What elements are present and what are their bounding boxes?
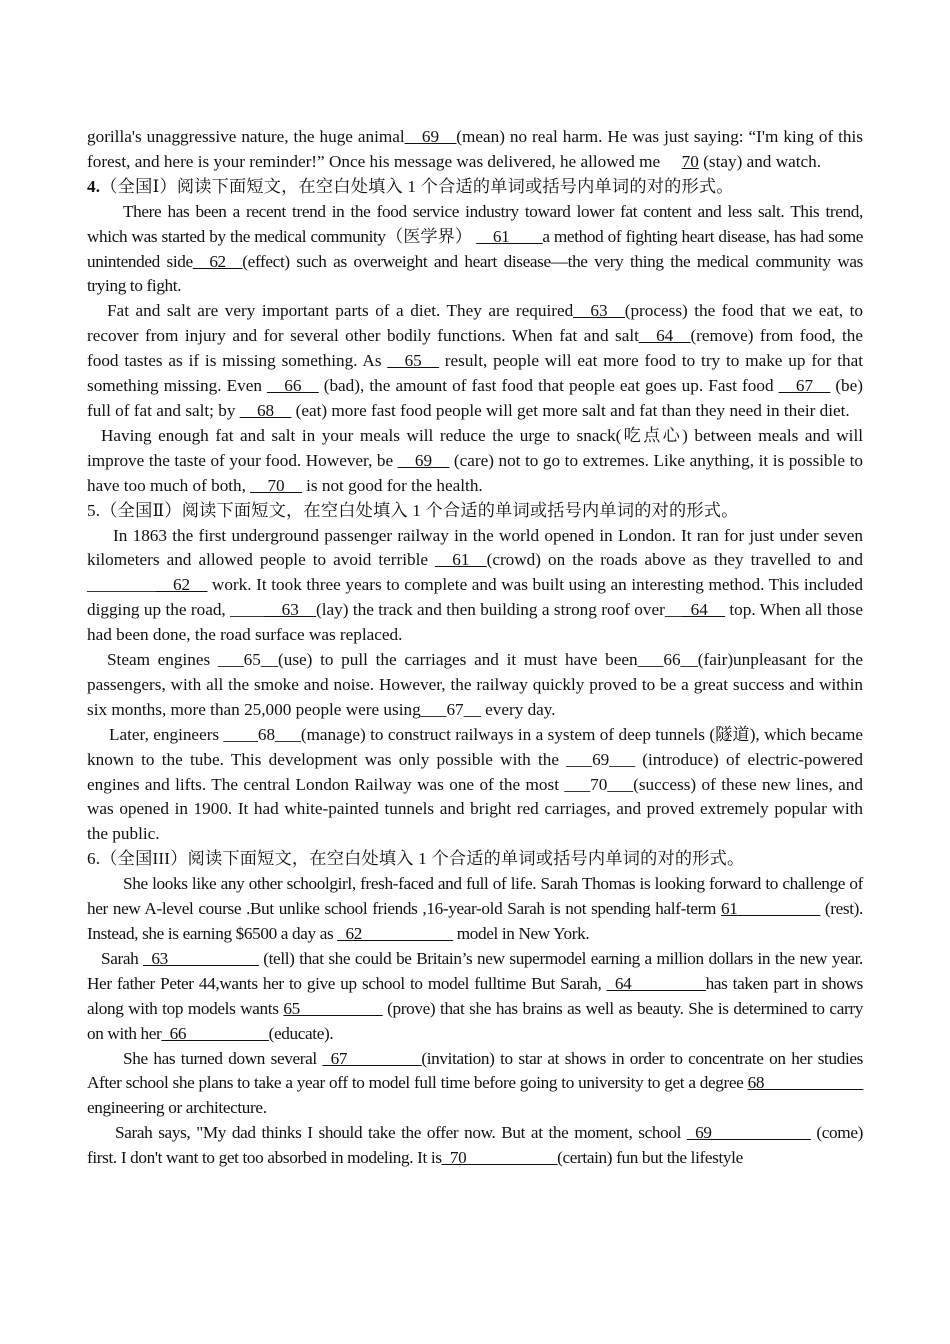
text-run: has taken part in shows along with top models wants (87, 973, 863, 1018)
s6-paragraph-3 (87, 1047, 863, 1122)
section-instruction: 6.（全国III）阅读下面短文，在空白处填入 1 个合适的单词或括号内单词的对的形式。 (87, 849, 745, 869)
blank-63: __63__ (264, 600, 317, 620)
blank-64: _64_________ (606, 973, 706, 993)
blank-63: _63___________ (143, 948, 259, 968)
text-run: Sarah (101, 948, 139, 968)
s6-paragraph-2 (87, 947, 863, 1047)
text-run: She looks like any other schoolgirl, fresh-faced and full of life. Sarah Thomas is looking forward to challenge of her new A-level course .But unlike school friends ,16-year-old Sarah is not spending half-term (87, 874, 863, 919)
blank-69: _69____________ (686, 1123, 811, 1143)
blank-62: __62__ (192, 251, 243, 271)
text-run: (care) not to go to extremes. Like anything, it is possible to have too much of both, (87, 450, 863, 495)
text-run: (eat) more fast food people will get more salt and fat than they need in their diet. (295, 400, 850, 420)
section-6-heading (87, 847, 863, 872)
text-run: top. When all those had been done, the road surface was replaced. (87, 600, 863, 645)
section-number: 4. (87, 176, 101, 196)
blank-70: __70__ (250, 475, 302, 495)
text-run: (lay) the track and then building a strong roof over__ (316, 600, 683, 620)
blank-66: __66__ (267, 376, 319, 396)
text-run: (crowd) on the roads above as they travelled to and ________ (87, 550, 863, 595)
blank-65: 65__________ (283, 998, 383, 1018)
blank-62: __62__ (155, 575, 208, 595)
s4-paragraph-2 (87, 299, 863, 424)
text-run: (remove) from food, the food tastes as if is missing something. As (87, 326, 863, 371)
text-run: (educate). (268, 1023, 334, 1043)
text-run: (effect) such as overweight and heart disease—the very thing the medical community was trying to fight. (87, 251, 864, 296)
blank-67: __67__ (778, 376, 831, 396)
blank-67: _67_________ (322, 1048, 422, 1068)
text-run: model in New York. (456, 924, 590, 943)
text-run: (mean) no real harm. He was just saying: “I'm king of this forest, and here is your reminder!” Once his message was delivered, he allowed me (87, 127, 863, 171)
s6-paragraph-4 (87, 1121, 863, 1171)
s5-paragraph-1 (87, 524, 863, 649)
text-run: She has turned down several (123, 1048, 317, 1068)
text-run: (certain) fun but the lifestyle (557, 1148, 743, 1168)
section-4-heading (87, 175, 863, 200)
text-run: (process) the food that we eat, to recover from injury and for several other bodily functions. When fat and salt (87, 301, 863, 346)
text-run: result, people will eat more food to try to make up for that something missing. Even (87, 351, 864, 396)
blank-68: 68____________ (747, 1073, 863, 1093)
s5-paragraph-2: Steam engines ___65__(use) to pull the carriages and it must have been___66__(fair)unpleasant for the passengers, with all the smoke and noise. However, the railway quickly proved to be a great success and within six months, more than 25,000 people were using___67__ every day. (87, 650, 863, 719)
text-run: Having enough fat and salt in your meals will reduce the urge to snack(吃点心) between meals and will improve the taste of your food. However, be (87, 425, 863, 470)
blank-64: __64__ (638, 326, 691, 346)
blank-61: 61__________ (721, 899, 820, 919)
text-run: There has been a recent trend in the food service industry toward lower fat content and less salt. This trend, which was started by the medical community（医学界） (87, 201, 863, 246)
passage-continuation (87, 125, 863, 175)
text-run: (come) first. I don't want to get too absorbed in modeling. It is (87, 1123, 863, 1168)
text-run: a method of fighting heart disease, has had some unintended side (87, 226, 863, 271)
text-run: In 1863 the first underground passenger railway in the world opened in London. It ran for just under seven kilometers and allowed people to avoid terrible (87, 525, 863, 570)
text-run: Fat and salt are very important parts of a diet. They are required (107, 301, 574, 321)
s5-paragraph-3: Later, engineers ____68___(manage) to construct railways in a system of deep tunnels (隧道), which became known to the tube. This development was only possible with the ___69___ (introduce) of electric-powered engines and lifts. The central London Railway was one of the most ___70___(success) of these new lines, and was opened in 1900. It had white-painted tunnels and bright red carriages, and proved extremely popular with the public. (87, 724, 863, 844)
section-instruction: 5.（全国Ⅱ）阅读下面短文，在空白处填入 1 个合适的单词或括号内单词的对的形式。 (87, 500, 739, 520)
s4-paragraph-1 (87, 200, 863, 300)
s6-paragraph-1 (87, 872, 863, 947)
blank-63: __63__ (573, 301, 625, 321)
text-run: (stay) and watch. (703, 151, 822, 171)
blank-62: _62___________ (337, 924, 453, 943)
text-run: Sarah says, "My dad thinks I should take the offer now. But at the moment, school (115, 1123, 682, 1143)
text-run: (invitation) to star at shows in order to concentrate on her studies After school she plans to take a year off to model full time before going to university to get a degree (87, 1048, 864, 1093)
text-run: work. It took three years to complete and was built using an interesting method. This included digging up the road, ____ (87, 575, 863, 620)
section-5-heading (87, 499, 863, 524)
blank-68: __68__ (239, 400, 292, 420)
document-page (87, 125, 863, 1171)
text-run: is not good for the health. (306, 475, 483, 495)
blank-61: __61____ (476, 226, 543, 246)
text-run: (tell) that she could be Britain’s new supermodel earning a million dollars in the new year. Her father Peter 44,wants her to give up school to model fulltime But Sarah, (87, 948, 864, 993)
section-instruction: （全国Ⅰ）阅读下面短文，在空白处填入 1 个合适的单词或括号内单词的对的形式。 (100, 176, 734, 196)
blank-69: __69__ (397, 450, 450, 470)
text-run: gorilla's unaggressive nature, the huge animal (87, 127, 405, 146)
text-run: (bad), the amount of fast food that people eat goes up. Fast food (323, 376, 774, 396)
blank-70: _70___________ (441, 1148, 558, 1168)
blank-64: _64__ (682, 600, 725, 620)
blank-66: _66__________ (161, 1023, 269, 1043)
text-run: (be) full of fat and salt; by (87, 376, 863, 420)
blank-65: __65__ (387, 351, 439, 371)
blank-69: __69__ (404, 127, 457, 146)
text-run: (prove) that she has brains as well as beauty. She is determined to carry on with her (87, 998, 863, 1043)
text-run: engineering or architecture. (87, 1098, 267, 1118)
text-run: (rest). Instead, she is earning $6500 a day as (87, 899, 864, 943)
s4-paragraph-3 (87, 424, 863, 499)
blank-61: __61__ (435, 550, 487, 570)
blank-70: 70 (681, 151, 699, 171)
